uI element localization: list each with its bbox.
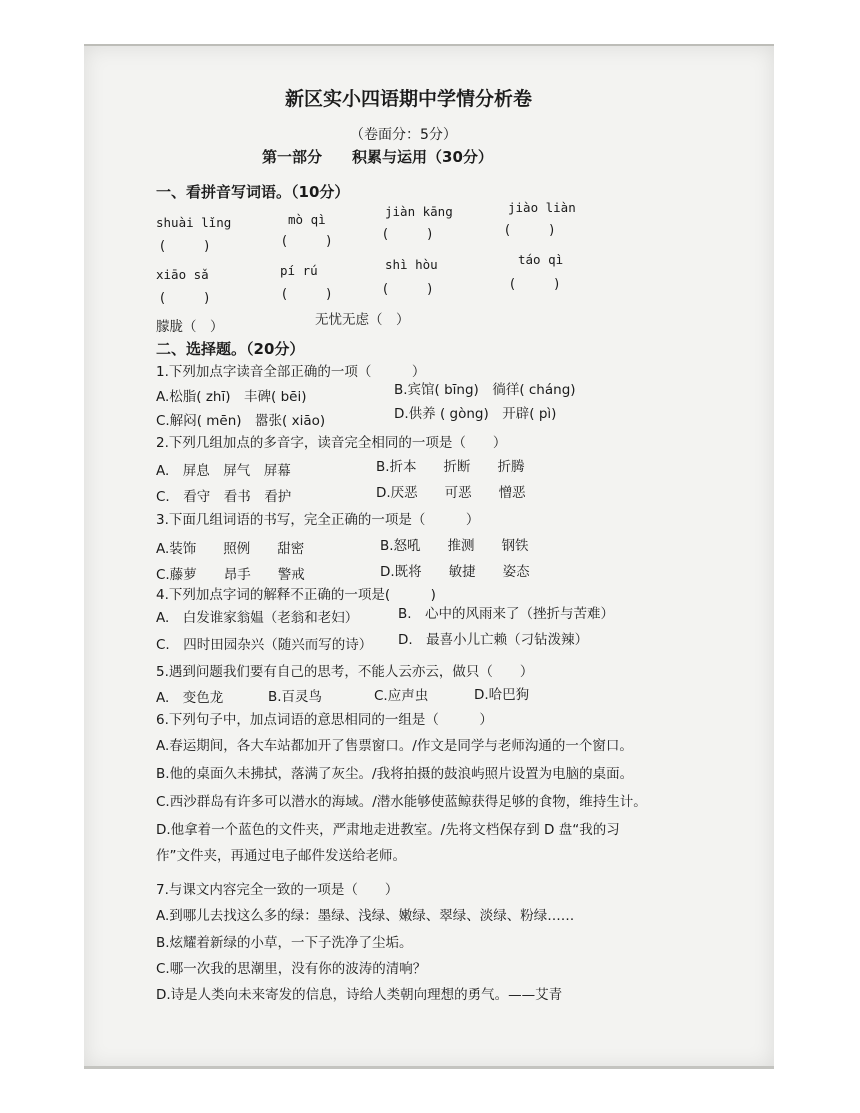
q7-option-c[interactable]: C.哪一次我的思潮里，没有你的波涛的清响？	[156, 961, 427, 977]
pinyin-7: shì hòu	[385, 257, 438, 272]
q7-option-d[interactable]: D.诗是人类向未来寄发的信息，诗给人类朝向理想的勇气。——艾青	[156, 987, 563, 1003]
q6-option-a[interactable]: A.春运期间，各大车站都加开了售票窗口。/作文是同学与老师沟通的一个窗口。	[156, 738, 633, 754]
pinyin-5: xiāo sǎ	[156, 267, 209, 282]
q7-stem: 7.与课文内容完全一致的一项是（ ）	[156, 882, 399, 898]
section2-heading: 二、选择题。（20分）	[156, 340, 305, 358]
answer-blank-5[interactable]: ( )	[160, 291, 210, 306]
answer-blank-4[interactable]: ( )	[505, 223, 555, 238]
q4-option-d[interactable]: D. 最喜小儿亡赖（刁钻泼辣）	[398, 632, 589, 648]
q2-stem: 2.下列几组加点的多音字，读音完全相同的一项是（ ）	[156, 435, 507, 451]
q5-option-a[interactable]: A. 变色龙	[156, 690, 224, 706]
answer-blank-2[interactable]: ( )	[282, 234, 332, 249]
q4-option-c[interactable]: C. 四时田园杂兴（随兴而写的诗）	[156, 637, 373, 653]
answer-blank-6[interactable]: ( )	[282, 287, 332, 302]
word-wuyouwulv: 无忧无虑（ ）	[315, 312, 410, 328]
pinyin-8: táo qì	[518, 252, 564, 267]
q3-option-a[interactable]: A.装饰 照例 甜密	[156, 541, 305, 557]
q5-option-b[interactable]: B.百灵鸟	[268, 689, 323, 705]
q5-stem: 5.遇到问题我们要有自己的思考，不能人云亦云，做只（ ）	[156, 664, 534, 680]
pinyin-3: jiàn kāng	[385, 204, 453, 219]
q1-option-d[interactable]: D.供养 ( gòng) 开辟( pì)	[394, 406, 557, 422]
q4-option-b[interactable]: B. 心中的风雨来了（挫折与苦难）	[398, 606, 615, 622]
q2-option-b[interactable]: B.折本 折断 折腾	[376, 459, 525, 475]
pinyin-4: jiào liàn	[508, 200, 576, 215]
q3-stem: 3.下面几组词语的书写，完全正确的一项是（ ）	[156, 512, 480, 528]
q6-option-d-cont: 作”文件夹，再通过电子邮件发送给老师。	[156, 848, 406, 864]
word-menglong: 朦胧（ ）	[156, 319, 224, 335]
q3-option-b[interactable]: B.怒吼 推测 钢铁	[380, 538, 529, 554]
exam-title: 新区实小四语期中学情分析卷	[285, 88, 533, 110]
q1-option-b[interactable]: B.宾馆( bīng) 徜徉( cháng)	[394, 382, 576, 398]
q5-option-c[interactable]: C.应声虫	[374, 688, 429, 704]
q2-option-c[interactable]: C. 看守 看书 看护	[156, 489, 292, 505]
pinyin-6: pí rú	[280, 263, 318, 278]
paper-bottom-edge	[84, 1066, 774, 1069]
part-heading: 第一部分 积累与运用（30分）	[262, 148, 493, 166]
q6-stem: 6.下列句子中，加点词语的意思相同的一组是（ ）	[156, 712, 493, 728]
q5-option-d[interactable]: D.哈巴狗	[474, 687, 530, 703]
q2-option-a[interactable]: A. 屏息 屏气 屏幕	[156, 463, 291, 479]
q1-stem: 1.下列加点字读音全部正确的一项（ ）	[156, 364, 426, 380]
exam-subtitle: （卷面分：5分）	[350, 127, 457, 143]
answer-blank-1[interactable]: ( )	[160, 239, 210, 254]
q6-option-b[interactable]: B.他的桌面久未拂拭，落满了灰尘。/我将拍摄的鼓浪屿照片设置为电脑的桌面。	[156, 766, 634, 782]
q4-stem: 4.下列加点字词的解释不正确的一项是( )	[156, 587, 436, 603]
q3-option-c[interactable]: C.藤萝 昂手 警戒	[156, 567, 305, 583]
answer-blank-7[interactable]: ( )	[383, 282, 433, 297]
q1-option-c[interactable]: C.解闷( mēn) 嚣张( xiāo)	[156, 413, 326, 429]
q4-option-a[interactable]: A. 白发谁家翁媪（老翁和老妇）	[156, 610, 359, 626]
answer-blank-3[interactable]: ( )	[383, 227, 433, 242]
q1-option-a[interactable]: A.松脂( zhī) 丰碑( bēi)	[156, 389, 307, 405]
q7-option-b[interactable]: B.炫耀着新绿的小草，一下子洗净了尘垢。	[156, 935, 413, 951]
pinyin-2: mò qì	[288, 212, 326, 227]
answer-blank-8[interactable]: ( )	[510, 277, 560, 292]
q3-option-d[interactable]: D.既将 敏捷 姿态	[380, 564, 530, 580]
q6-option-d[interactable]: D.他拿着一个蓝色的文件夹，严肃地走进教室。/先将文档保存到 D 盘“我的习	[156, 822, 620, 838]
section1-heading: 一、看拼音写词语。（10分）	[156, 183, 350, 201]
q6-option-c[interactable]: C.西沙群岛有许多可以潜水的海域。/潜水能够使蓝鲸获得足够的食物，维持生计。	[156, 794, 647, 810]
q2-option-d[interactable]: D.厌恶 可恶 憎恶	[376, 485, 526, 501]
q7-option-a[interactable]: A.到哪儿去找这么多的绿：墨绿、浅绿、嫩绿、翠绿、淡绿、粉绿……	[156, 908, 575, 924]
pinyin-1: shuài lǐng	[156, 215, 232, 230]
